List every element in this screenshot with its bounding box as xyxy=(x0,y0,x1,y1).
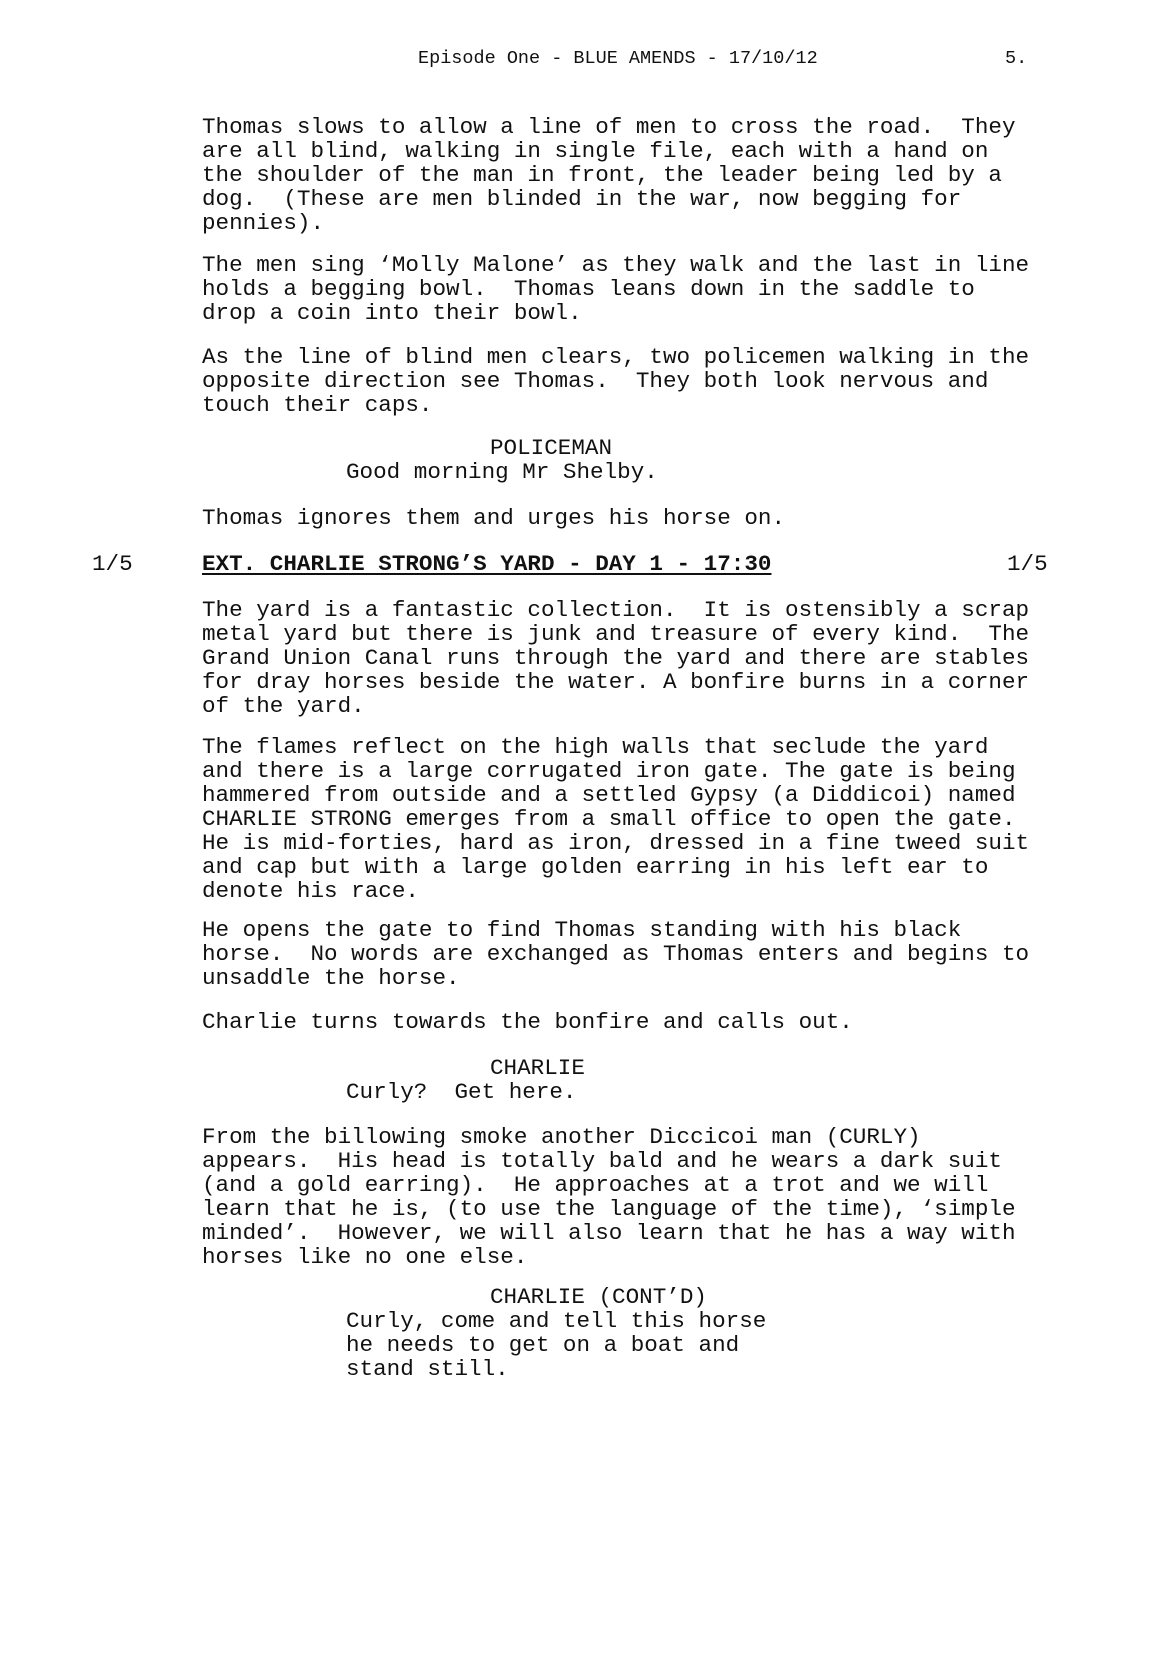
character-cue-charlie: CHARLIE xyxy=(490,1055,585,1081)
scene-number-right: 1/5 xyxy=(1007,551,1048,577)
character-cue-policeman: POLICEMAN xyxy=(490,435,613,461)
action-curly-appears: From the billowing smoke another Diccicoi man (CURLY) appears. His head is totally bald and he wears a dark suit (and a gold earring). He approaches at a trot and we will learn that he is, (to use the language of the time), ‘simple minded’. However, we will also learn that he has a way with horses like no one else. xyxy=(202,1124,1016,1270)
action-thomas-slows: Thomas slows to allow a line of men to cross the road. They are all blind, walking in single file, each with a hand on the shoulder of the man in front, the leader being led by a dog. (These are men blinded in the war, now begging for pennies). xyxy=(202,114,1016,236)
scene-number-left: 1/5 xyxy=(92,551,133,577)
dialogue-charlie-2: Curly, come and tell this horse he needs to get on a boat and stand still. xyxy=(346,1308,767,1382)
action-thomas-ignores: Thomas ignores them and urges his horse on. xyxy=(202,505,786,531)
scene-heading: EXT. CHARLIE STRONG’S YARD - DAY 1 - 17:30 xyxy=(202,551,772,577)
dialogue-policeman: Good morning Mr Shelby. xyxy=(346,459,658,485)
action-men-sing: The men sing ‘Molly Malone’ as they walk and the last in line holds a begging bowl. Thomas leans down in the saddle to drop a coin into their bowl. xyxy=(202,252,1030,326)
action-yard-description: The yard is a fantastic collection. It is ostensibly a scrap metal yard but there is junk and treasure of every kind. The Grand Union Canal runs through the yard and there are stables for dray horses beside the water. A bonfire burns in a corner of the yard. xyxy=(202,597,1030,719)
page-number: 5. xyxy=(1005,48,1028,69)
action-charlie-turns: Charlie turns towards the bonfire and calls out. xyxy=(202,1009,853,1035)
action-policemen: As the line of blind men clears, two policemen walking in the opposite direction see Thomas. They both look nervous and touch their caps. xyxy=(202,344,1030,418)
action-opens-gate: He opens the gate to find Thomas standing with his black horse. No words are exchanged as Thomas enters and begins to unsaddle the horse. xyxy=(202,917,1030,991)
character-cue-charlie-contd: CHARLIE (CONT’D) xyxy=(490,1284,707,1310)
action-flames-reflect: The flames reflect on the high walls that seclude the yard and there is a large corrugated iron gate. The gate is being hammered from outside and a settled Gypsy (a Diddicoi) named CHARLIE STRONG emerges from a small office to open the gate. He is mid-forties, hard as iron, dressed in a fine tweed suit and cap but with a large golden earring in his left ear to denote his race. xyxy=(202,734,1030,904)
page-header: Episode One - BLUE AMENDS - 17/10/12 xyxy=(418,48,818,69)
dialogue-charlie-1: Curly? Get here. xyxy=(346,1079,577,1105)
